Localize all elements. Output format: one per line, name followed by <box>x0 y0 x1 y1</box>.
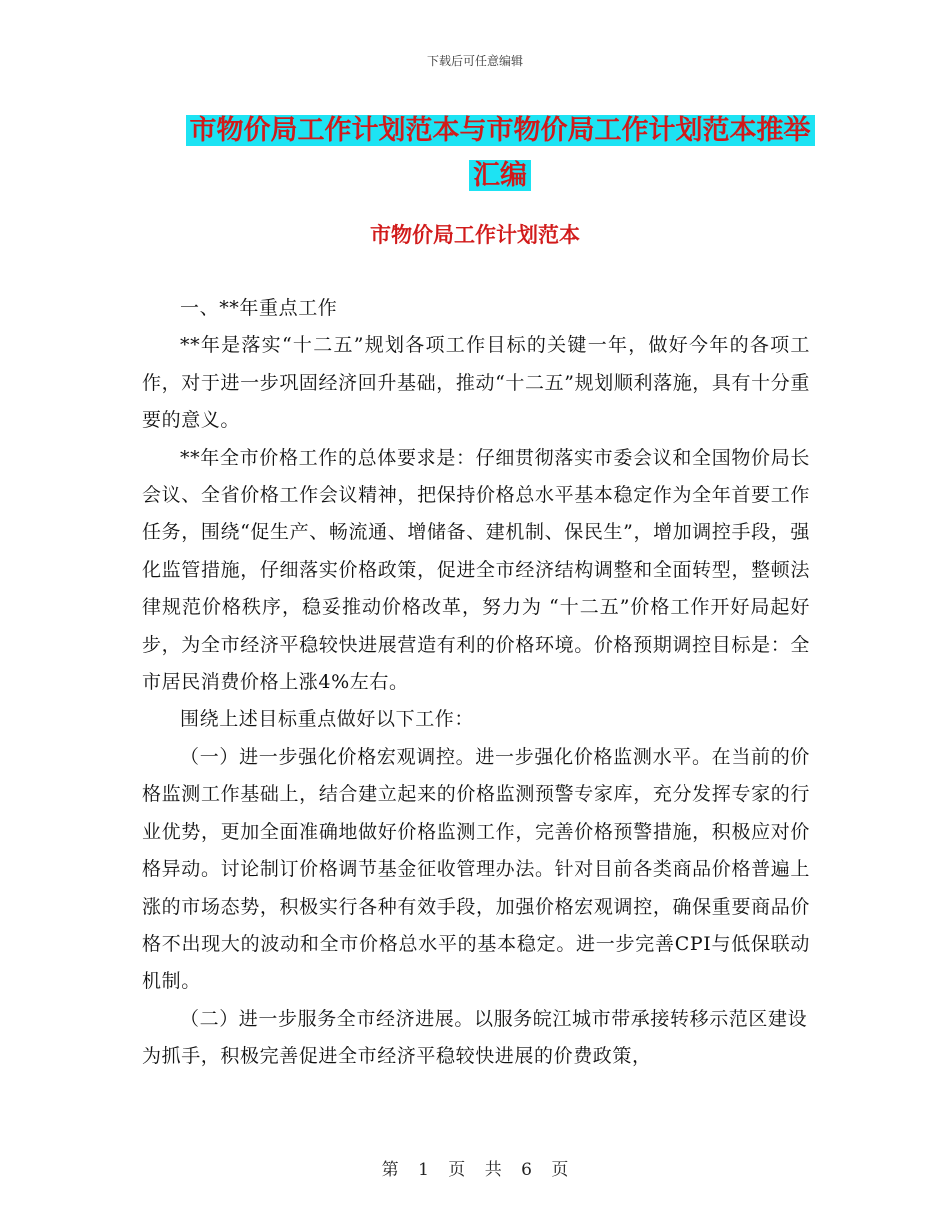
paragraph-heading: 一、**年重点工作 <box>180 297 338 319</box>
footer-prefix: 第 <box>381 1160 399 1180</box>
footer-total-prefix: 共 <box>484 1160 502 1180</box>
paragraph: **年是落实“十二五”规划各项工作目标的关键一年，做好今年的各项工作，对于进一步巩固经济回升基础，推动“十二五”规划顺利落施，具有十分重要的意义。 <box>142 334 810 432</box>
paragraph: 围绕上述目标重点做好以下工作： <box>180 708 475 731</box>
footer-total-pages: 6 <box>521 1160 532 1180</box>
document-title <box>140 108 860 198</box>
footer-total-unit: 页 <box>551 1160 569 1180</box>
paragraph: **年全市价格工作的总体要求是：仔细贯彻落实市委会议和全国物价局长会议、全省价格工作会议精神，把保持价格总水平基本稳定作为全年首要工作任务，围绕“促生产、畅流通、增储备、建机制、保民生”，增加调控手段，强化监管措施，仔细落实价格政策，促进全市经济结构调整和全面转型，整顿法律规范价格秩序，稳妥推动价格改革，努力为 “十二五”价格工作开好局起好步，为全市经济平稳较快进展营造有利的价格环境。价格预期调控目标是：全市居民消费价格上涨4%左右。 <box>142 446 810 694</box>
footer-page-number: 1 <box>418 1160 429 1180</box>
document-title-line-1: 市物价局工作计划范本与市物价局工作计划范本推举 <box>186 115 815 146</box>
page-footer <box>0 1155 950 1180</box>
section-title: 市物价局工作计划范本 <box>370 223 580 247</box>
paragraph: （一）进一步强化价格宏观调控。进一步强化价格监测水平。在当前的价格监测工作基础上，结合建立起来的价格监测预警专家库，充分发挥专家的行业优势，更加全面准确地做好价格监测工作，完善价格预警措施，积极应对价格异动。讨论制订价格调节基金征收管理办法。针对目前各类商品价格普遍上涨的市场态势，积极实行各种有效手段，加强价格宏观调控，确保重要商品价格不出现大的波动和全市价格总水平的基本稳定。进一步完善CPI与低保联动机制。 <box>142 745 810 993</box>
body-text <box>142 290 810 1076</box>
header-note: 下载后可任意编辑 <box>426 54 523 68</box>
footer-page-unit: 页 <box>448 1160 466 1180</box>
paragraph: （二）进一步服务全市经济进展。以服务皖江城市带承接转移示范区建设为抓手，积极完善促进全市经济平稳较快进展的价费政策， <box>142 1007 808 1068</box>
document-title-line-2: 汇编 <box>469 160 531 191</box>
